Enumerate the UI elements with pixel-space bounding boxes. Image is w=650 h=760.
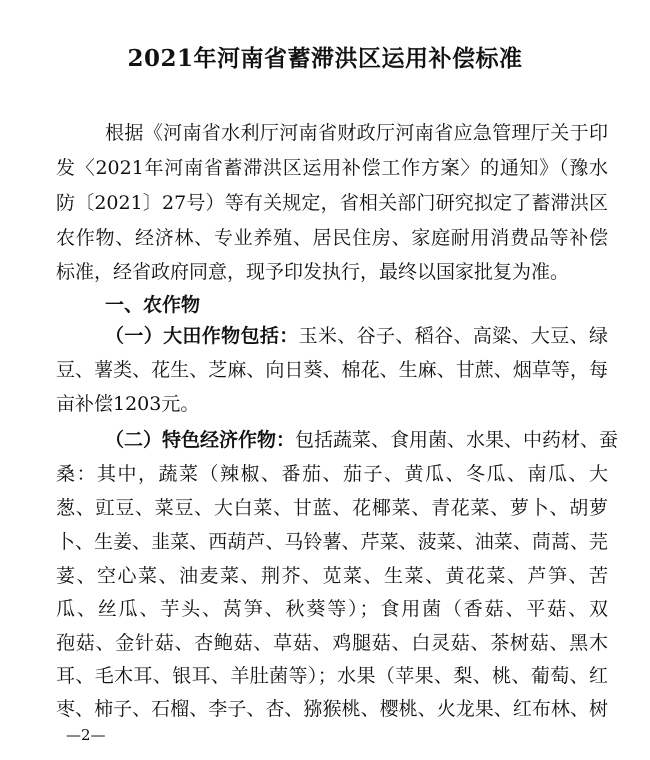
section-heading-crops: 一、农作物 (105, 294, 201, 316)
subsection-1-text: 玉米、谷子、稻谷、高粱、大豆、绿 (298, 325, 608, 347)
intro-line-2: 发〈2021年河南省蓄滞洪区运用补偿工作方案〉的通知》（豫水 (56, 157, 608, 179)
subsection-2-line-9: 枣、柿子、石榴、李子、杏、猕猴桃、樱桃、火龙果、红布林、树 (56, 698, 608, 720)
subsection-1-line-2: 豆、薯类、花生、芝麻、向日葵、棉花、生麻、甘蔗、烟草等，每 (56, 359, 608, 381)
subsection-2-line-6: 瓜、丝瓜、芋头、莴笋、秋葵等）；食用菌（香菇、平菇、双 (56, 598, 608, 620)
subsection-2-line-7: 孢菇、金针菇、杏鲍菇、草菇、鸡腿菇、白灵菇、茶树菇、黑木 (56, 632, 608, 654)
subsection-2-line-5: 荽、空心菜、油麦菜、荆芥、苋菜、生菜、黄花菜、芦笋、苦 (56, 565, 608, 587)
intro-line-4: 农作物、经济林、专业养殖、居民住房、家庭耐用消费品等补偿 (56, 227, 608, 249)
subsection-2-text: 包括蔬菜、食用菌、水果、中药材、蚕 (295, 429, 619, 451)
page-number: —2— (66, 726, 106, 744)
subsection-1-lead: （一）大田作物包括： (105, 325, 299, 347)
intro-line-1: 根据《河南省水利厅河南省财政厅河南省应急管理厅关于印 (105, 122, 608, 144)
subsection-2-line-4: 卜、生姜、韭菜、西葫芦、马铃薯、芹菜、菠菜、油菜、茼蒿、芫 (56, 531, 608, 553)
subsection-1-line-3: 亩补偿1203元。 (56, 393, 200, 415)
intro-line-3: 防〔2021〕27号）等有关规定，省相关部门研究拟定了蓄滞洪区 (56, 192, 608, 214)
intro-line-5: 标准，经省政府同意，现予印发执行，最终以国家批复为准。 (56, 261, 570, 283)
subsection-1-line-1 (105, 324, 608, 348)
subsection-2-line-2: 桑：其中，蔬菜（辣椒、番茄、茄子、黄瓜、冬瓜、南瓜、大 (56, 463, 608, 485)
subsection-2-lead: （二）特色经济作物： (105, 429, 296, 451)
subsection-2-line-1 (105, 428, 619, 452)
subsection-2-line-3: 葱、豇豆、菜豆、大白菜、甘蓝、花椰菜、青花菜、萝卜、胡萝 (56, 497, 608, 519)
subsection-2-line-8: 耳、毛木耳、银耳、羊肚菌等）；水果（苹果、梨、桃、葡萄、红 (56, 665, 608, 687)
document-title: 2021年河南省蓄滞洪区运用补偿标准 (127, 45, 523, 72)
